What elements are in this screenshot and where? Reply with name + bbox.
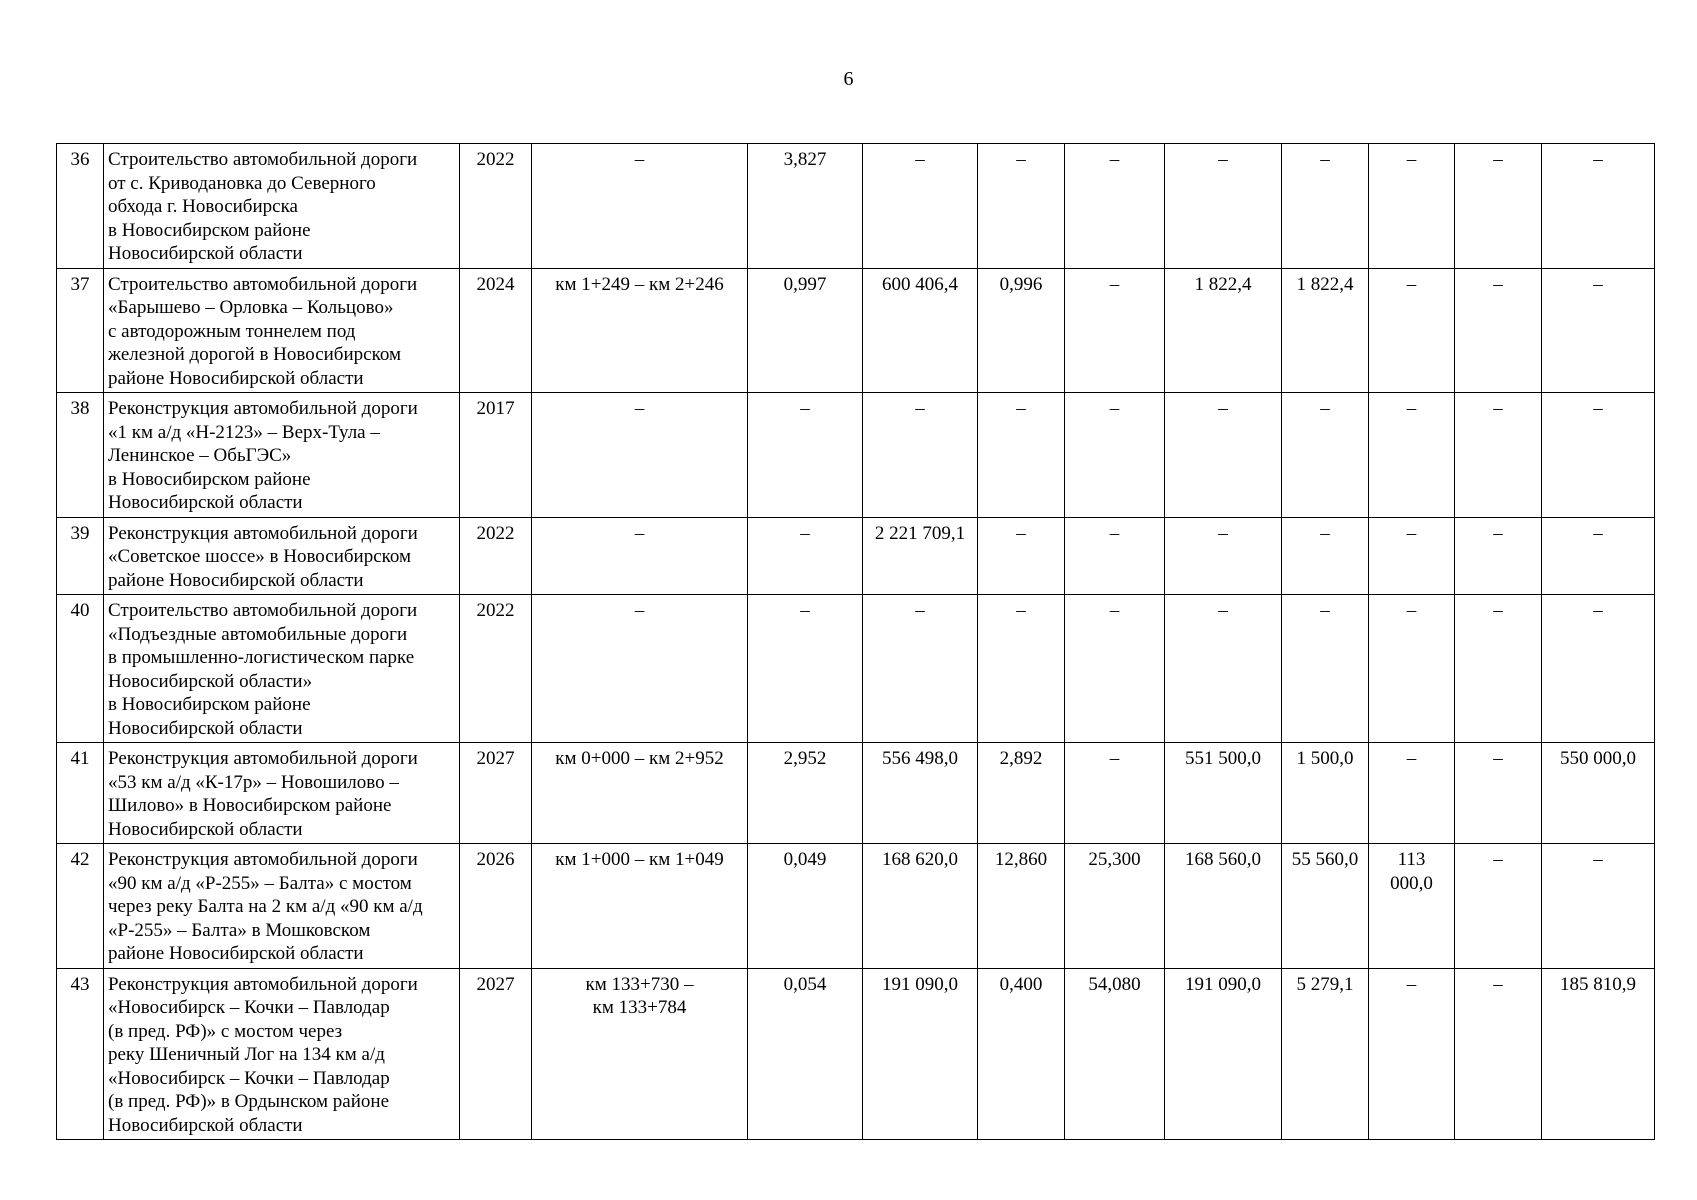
col-7-value: – — [1065, 268, 1165, 393]
col-8-value: – — [1165, 595, 1282, 743]
row-number: 37 — [57, 268, 104, 393]
col-6-value: – — [978, 595, 1065, 743]
col-10-value: – — [1369, 144, 1455, 269]
col-6-value: 12,860 — [978, 844, 1065, 969]
col-12-value: – — [1542, 268, 1655, 393]
object-name: Реконструкция автомобильной дороги «90 км а/д «Р-255» – Балта» с мостом через реку Балта на 2 км а/д «90 км а/д «Р-255» – Балта» в Мошковском районе Новосибирской области — [104, 844, 460, 969]
col-12-value: – — [1542, 844, 1655, 969]
col-8-value: – — [1165, 517, 1282, 595]
col-8-value: 168 560,0 — [1165, 844, 1282, 969]
col-5-value: – — [863, 144, 978, 269]
col-8-value: – — [1165, 144, 1282, 269]
col-11-value: – — [1455, 595, 1542, 743]
col-7-value: 54,080 — [1065, 968, 1165, 1140]
col-12-value: – — [1542, 595, 1655, 743]
col-6-value: – — [978, 393, 1065, 518]
col-8-value: – — [1165, 393, 1282, 518]
col-9-value: 5 279,1 — [1282, 968, 1369, 1140]
km-range: км 0+000 – км 2+952 — [532, 743, 748, 844]
year: 2017 — [460, 393, 532, 518]
object-name: Реконструкция автомобильной дороги «Советское шоссе» в Новосибирском районе Новосибирской области — [104, 517, 460, 595]
page-number: 6 — [843, 68, 854, 90]
col-10-value: 113 000,0 — [1369, 844, 1455, 969]
object-name: Строительство автомобильной дороги от с. Криводановка до Северного обхода г. Новосибирска в Новосибирском районе Новосибирской области — [104, 144, 460, 269]
col-10-value: – — [1369, 595, 1455, 743]
year: 2022 — [460, 144, 532, 269]
col-9-value: 1 500,0 — [1282, 743, 1369, 844]
km-range: км 1+249 – км 2+246 — [532, 268, 748, 393]
col-12-value: – — [1542, 393, 1655, 518]
col-9-value: – — [1282, 393, 1369, 518]
col-7-value: – — [1065, 393, 1165, 518]
col-5-value: 168 620,0 — [863, 844, 978, 969]
year: 2022 — [460, 595, 532, 743]
year: 2024 — [460, 268, 532, 393]
col-9-value: 55 560,0 — [1282, 844, 1369, 969]
col-6-value: – — [978, 144, 1065, 269]
col-5-value: 556 498,0 — [863, 743, 978, 844]
object-name: Строительство автомобильной дороги «Барышево – Орловка – Кольцово» с автодорожным тоннелем под железной дорогой в Новосибирском районе Новосибирской области — [104, 268, 460, 393]
row-number: 39 — [57, 517, 104, 595]
col-12-value: – — [1542, 144, 1655, 269]
row-number: 43 — [57, 968, 104, 1140]
km-range: – — [532, 393, 748, 518]
col-12-value: – — [1542, 517, 1655, 595]
col-9-value: – — [1282, 517, 1369, 595]
col-10-value: – — [1369, 517, 1455, 595]
year: 2026 — [460, 844, 532, 969]
object-name: Строительство автомобильной дороги «Подъездные автомобильные дороги в промышленно-логистическом парке Новосибирской области» в Новосибирском районе Новосибирской области — [104, 595, 460, 743]
row-number: 40 — [57, 595, 104, 743]
col-10-value: – — [1369, 968, 1455, 1140]
table-row — [57, 268, 1655, 393]
year: 2027 — [460, 743, 532, 844]
object-name: Реконструкция автомобильной дороги «1 км а/д «Н-2123» – Верх-Тула – Ленинское – ОбьГЭС» в Новосибирском районе Новосибирской области — [104, 393, 460, 518]
col-8-value: 191 090,0 — [1165, 968, 1282, 1140]
object-name: Реконструкция автомобильной дороги «53 км а/д «К-17р» – Новошилово – Шилово» в Новосибирском районе Новосибирской области — [104, 743, 460, 844]
col-7-value: – — [1065, 743, 1165, 844]
row-number: 38 — [57, 393, 104, 518]
col-5-value: 600 406,4 — [863, 268, 978, 393]
col-12-value: 550 000,0 — [1542, 743, 1655, 844]
year: 2022 — [460, 517, 532, 595]
col-8-value: 551 500,0 — [1165, 743, 1282, 844]
col-5-value: 191 090,0 — [863, 968, 978, 1140]
col-4-value: 0,054 — [748, 968, 863, 1140]
col-10-value: – — [1369, 743, 1455, 844]
col-7-value: – — [1065, 517, 1165, 595]
row-number: 36 — [57, 144, 104, 269]
col-8-value: 1 822,4 — [1165, 268, 1282, 393]
col-10-value: – — [1369, 268, 1455, 393]
road-projects-table — [56, 143, 1655, 1140]
col-4-value: 0,997 — [748, 268, 863, 393]
col-6-value: – — [978, 517, 1065, 595]
col-11-value: – — [1455, 393, 1542, 518]
km-range: – — [532, 595, 748, 743]
col-4-value: – — [748, 393, 863, 518]
col-7-value: – — [1065, 595, 1165, 743]
col-11-value: – — [1455, 844, 1542, 969]
table-row — [57, 595, 1655, 743]
table-row — [57, 144, 1655, 269]
table-row — [57, 844, 1655, 969]
col-5-value: 2 221 709,1 — [863, 517, 978, 595]
col-9-value: – — [1282, 595, 1369, 743]
col-6-value: 2,892 — [978, 743, 1065, 844]
col-11-value: – — [1455, 743, 1542, 844]
col-6-value: 0,996 — [978, 268, 1065, 393]
col-4-value: – — [748, 595, 863, 743]
col-5-value: – — [863, 393, 978, 518]
table-row — [57, 517, 1655, 595]
col-11-value: – — [1455, 144, 1542, 269]
col-7-value: – — [1065, 144, 1165, 269]
col-4-value: 3,827 — [748, 144, 863, 269]
col-9-value: – — [1282, 144, 1369, 269]
table-row — [57, 968, 1655, 1140]
col-9-value: 1 822,4 — [1282, 268, 1369, 393]
year: 2027 — [460, 968, 532, 1140]
col-4-value: – — [748, 517, 863, 595]
col-12-value: 185 810,9 — [1542, 968, 1655, 1140]
col-11-value: – — [1455, 968, 1542, 1140]
col-7-value: 25,300 — [1065, 844, 1165, 969]
table-row — [57, 393, 1655, 518]
col-11-value: – — [1455, 268, 1542, 393]
km-range: км 1+000 – км 1+049 — [532, 844, 748, 969]
row-number: 41 — [57, 743, 104, 844]
object-name: Реконструкция автомобильной дороги «Новосибирск – Кочки – Павлодар (в пред. РФ)» с мостом через реку Шеничный Лог на 134 км а/д «Новосибирск – Кочки – Павлодар (в пред. РФ)» в Ордынском районе Новосибирской области — [104, 968, 460, 1140]
km-range: – — [532, 517, 748, 595]
col-4-value: 2,952 — [748, 743, 863, 844]
km-range: – — [532, 144, 748, 269]
col-4-value: 0,049 — [748, 844, 863, 969]
col-6-value: 0,400 — [978, 968, 1065, 1140]
table-row — [57, 743, 1655, 844]
col-5-value: – — [863, 595, 978, 743]
row-number: 42 — [57, 844, 104, 969]
col-11-value: – — [1455, 517, 1542, 595]
col-10-value: – — [1369, 393, 1455, 518]
km-range: км 133+730 – км 133+784 — [532, 968, 748, 1140]
